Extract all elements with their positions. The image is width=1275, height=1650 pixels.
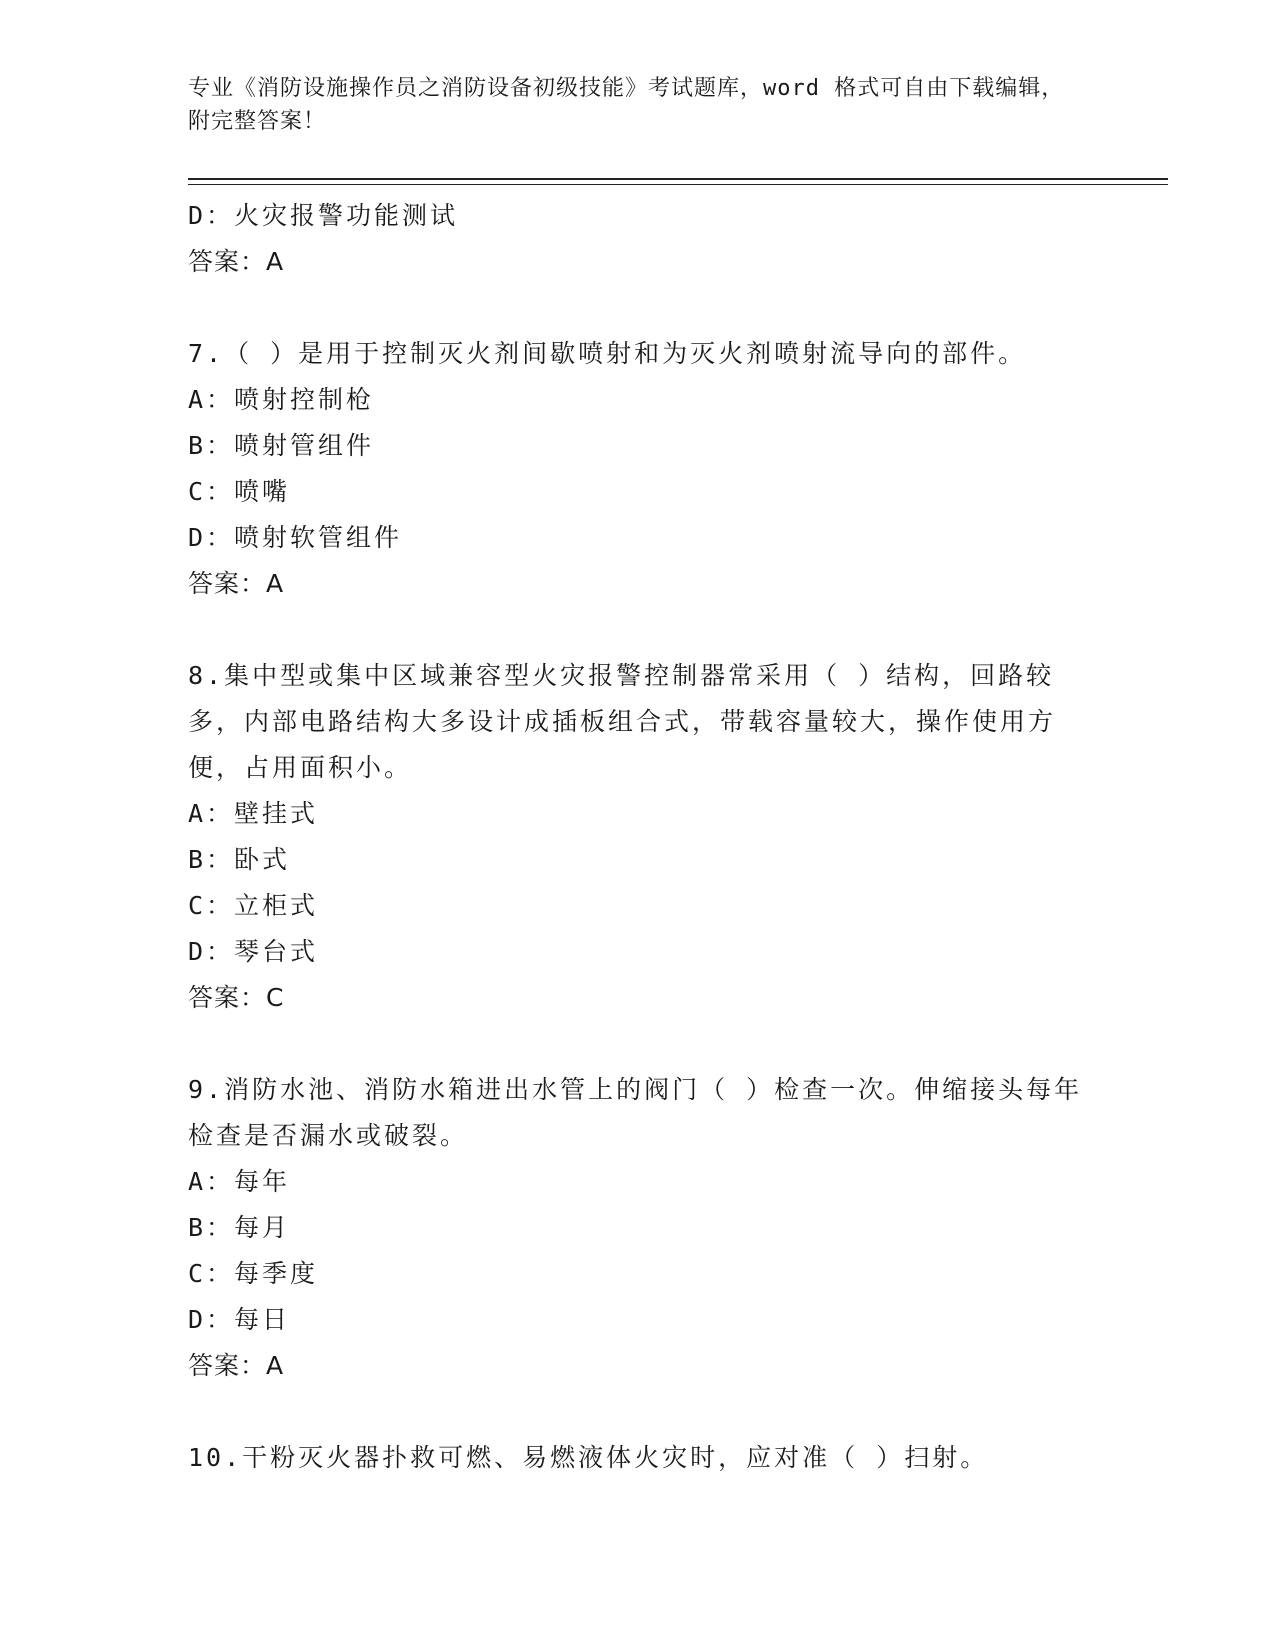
answer: 答案：A <box>188 247 285 276</box>
option-d: D：火灾报警功能测试 <box>188 201 459 230</box>
option-a: A：喷射控制枪 <box>188 385 375 414</box>
question-stem: 7.（ ）是用于控制灭火剂间歇喷射和为灭火剂喷射流导向的部件。 <box>188 339 1027 368</box>
option-d: D：喷射软管组件 <box>188 523 403 552</box>
option-c: C：每季度 <box>188 1259 319 1288</box>
answer: 答案：A <box>188 1351 285 1380</box>
question-stem: 9.消防水池、消防水箱进出水管上的阀门（ ）检查一次。伸缩接头每年检查是否漏水或破裂。 <box>188 1075 1083 1150</box>
option-a: A：壁挂式 <box>188 799 319 828</box>
option-c: C：立柜式 <box>188 891 319 920</box>
question-stem: 10.干粉灭火器扑救可燃、易燃液体火灾时，应对准（ ）扫射。 <box>188 1443 989 1472</box>
question-list <box>188 193 1088 1481</box>
option-b: B：每月 <box>188 1213 291 1242</box>
option-d: D：每日 <box>188 1305 291 1334</box>
question-stem: 8.集中型或集中区域兼容型火灾报警控制器常采用（ ）结构，回路较多，内部电路结构大多设计成插板组合式，带载容量较大，操作使用方便，占用面积小。 <box>188 661 1057 782</box>
header-divider-thin <box>188 184 1168 185</box>
document-intro: 专业《消防设施操作员之消防设备初级技能》考试题库，word 格式可自由下载编辑，附完整答案！ <box>188 76 1065 134</box>
option-a: A：每年 <box>188 1167 291 1196</box>
option-c: C：喷嘴 <box>188 477 291 506</box>
option-d: D：琴台式 <box>188 937 319 966</box>
option-b: B：喷射管组件 <box>188 431 375 460</box>
answer: 答案：A <box>188 569 285 598</box>
answer: 答案：C <box>188 983 285 1012</box>
header-divider <box>188 178 1168 180</box>
option-b: B：卧式 <box>188 845 291 874</box>
